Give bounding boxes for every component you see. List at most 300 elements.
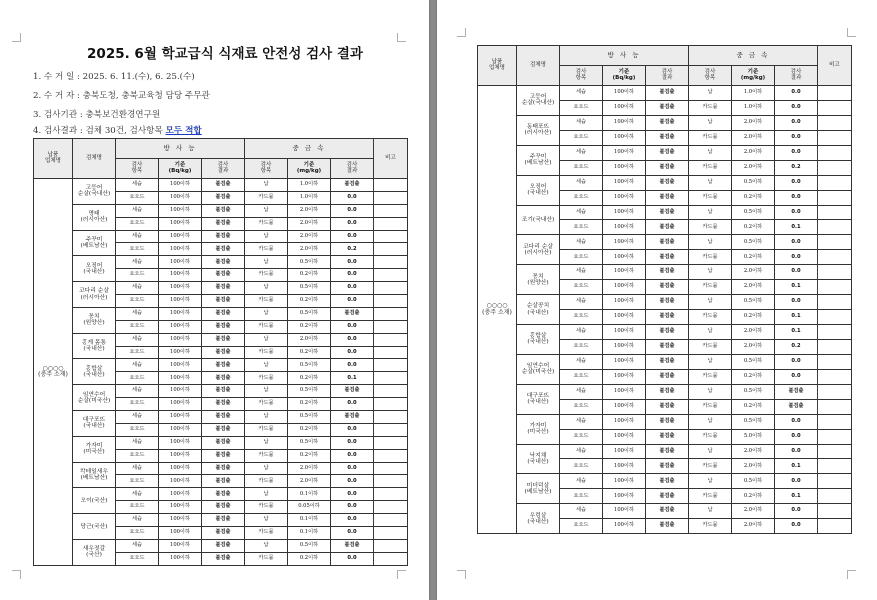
info-label: 3. 검사기관 : xyxy=(33,110,86,120)
sample-name-cell: 고등어 순살(국내산) xyxy=(73,179,116,205)
table-row xyxy=(478,86,852,101)
table-row xyxy=(34,282,408,295)
note-cell xyxy=(374,282,408,295)
rad-standard-cell: 100이하 xyxy=(159,179,202,192)
metal-result-cell: 0.0 xyxy=(331,514,374,527)
rad-standard-cell: 100이하 xyxy=(159,436,202,449)
rad-result-cell: 불검출 xyxy=(646,86,689,101)
metal-item-cell: 카드뮴 xyxy=(245,295,288,308)
metal-standard-cell: 0.2이하 xyxy=(288,552,331,565)
metal-item-cell: 카드뮴 xyxy=(689,519,732,534)
table-row xyxy=(34,256,408,269)
note-cell xyxy=(818,145,852,160)
info-label: 1. 수 거 일 : xyxy=(33,72,83,82)
metal-result-cell: 0.0 xyxy=(331,527,374,540)
metal-item-cell: 카드뮴 xyxy=(689,250,732,265)
metal-result-cell: 0.1 xyxy=(775,325,818,340)
header-note: 비고 xyxy=(374,139,408,179)
metal-result-cell: 0.1 xyxy=(775,310,818,325)
metal-result-cell: 0.0 xyxy=(331,191,374,204)
rad-standard-cell: 100이하 xyxy=(603,160,646,175)
note-cell xyxy=(374,333,408,346)
rad-result-cell: 불검출 xyxy=(202,320,245,333)
note-cell xyxy=(374,423,408,436)
rad-item-cell: 세슘 xyxy=(116,436,159,449)
header-metal-result: 검사 결과 xyxy=(775,66,818,86)
sample-name-cell: 대구포뜨 (국내산) xyxy=(517,384,560,414)
rad-item-cell: 요오드 xyxy=(116,449,159,462)
metal-item-cell: 납 xyxy=(689,444,732,459)
metal-item-cell: 카드뮴 xyxy=(245,320,288,333)
metal-standard-cell: 0.5이하 xyxy=(732,474,775,489)
rad-standard-cell: 100이하 xyxy=(159,230,202,243)
metal-standard-cell: 0.5이하 xyxy=(732,175,775,190)
table-row xyxy=(34,514,408,527)
metal-item-cell: 납 xyxy=(689,354,732,369)
metal-standard-cell: 2.0이하 xyxy=(732,265,775,280)
rad-item-cell: 세슘 xyxy=(560,504,603,519)
table-row xyxy=(34,179,408,192)
rad-item-cell: 세슘 xyxy=(116,282,159,295)
metal-item-cell: 카드뮴 xyxy=(689,310,732,325)
rad-result-cell: 불검출 xyxy=(202,359,245,372)
metal-standard-cell: 1.0이하 xyxy=(288,191,331,204)
metal-item-cell: 납 xyxy=(245,282,288,295)
rad-standard-cell: 100이하 xyxy=(603,205,646,220)
metal-result-cell: 0.0 xyxy=(775,86,818,101)
metal-item-cell: 납 xyxy=(689,384,732,399)
rad-item-cell: 세슘 xyxy=(560,444,603,459)
metal-result-cell: 0.0 xyxy=(331,269,374,282)
rad-result-cell: 불검출 xyxy=(646,504,689,519)
note-cell xyxy=(818,399,852,414)
rad-result-cell: 불검출 xyxy=(646,295,689,310)
rad-item-cell: 세슘 xyxy=(560,384,603,399)
note-cell xyxy=(818,354,852,369)
metal-result-cell: 0.1 xyxy=(775,280,818,295)
rad-result-cell: 불검출 xyxy=(202,527,245,540)
metal-item-cell: 납 xyxy=(245,436,288,449)
rad-result-cell: 불검출 xyxy=(646,310,689,325)
table-row xyxy=(478,115,852,130)
rad-item-cell: 세슘 xyxy=(116,462,159,475)
rad-standard-cell: 100이하 xyxy=(603,414,646,429)
note-cell xyxy=(374,501,408,514)
table-row xyxy=(34,307,408,320)
metal-result-cell: 0.0 xyxy=(331,346,374,359)
table-row xyxy=(478,444,852,459)
metal-result-cell: 0.0 xyxy=(775,414,818,429)
rad-item-cell: 세슘 xyxy=(116,307,159,320)
rad-result-cell: 불검출 xyxy=(202,514,245,527)
rad-item-cell: 세슘 xyxy=(560,325,603,340)
metal-result-cell: 불검출 xyxy=(331,179,374,192)
metal-item-cell: 카드뮴 xyxy=(689,130,732,145)
metal-item-cell: 납 xyxy=(689,235,732,250)
metal-item-cell: 납 xyxy=(689,414,732,429)
rad-standard-cell: 100이하 xyxy=(603,100,646,115)
rad-standard-cell: 100이하 xyxy=(159,359,202,372)
header-metal-standard: 기준 (mg/kg) xyxy=(732,66,775,86)
metal-item-cell: 카드뮴 xyxy=(689,339,732,354)
metal-item-cell: 카드뮴 xyxy=(245,527,288,540)
metal-standard-cell: 5.0이하 xyxy=(732,429,775,444)
metal-item-cell: 납 xyxy=(245,256,288,269)
rad-result-cell: 불검출 xyxy=(646,474,689,489)
rad-standard-cell: 100이하 xyxy=(159,269,202,282)
rad-result-cell: 불검출 xyxy=(646,130,689,145)
note-cell xyxy=(818,474,852,489)
metal-item-cell: 납 xyxy=(689,295,732,310)
metal-result-cell: 0.0 xyxy=(775,130,818,145)
rad-standard-cell: 100이하 xyxy=(159,282,202,295)
metal-item-cell: 납 xyxy=(245,204,288,217)
metal-result-cell: 0.0 xyxy=(775,265,818,280)
sample-name-cell: 주꾸미 (베트남산) xyxy=(517,145,560,175)
metal-item-cell: 납 xyxy=(245,307,288,320)
rad-item-cell: 세슘 xyxy=(560,295,603,310)
metal-item-cell: 납 xyxy=(689,205,732,220)
sample-name-cell: 꽁치 (원양산) xyxy=(517,265,560,295)
note-cell xyxy=(374,436,408,449)
rad-result-cell: 불검출 xyxy=(202,385,245,398)
rad-standard-cell: 100이하 xyxy=(603,369,646,384)
rad-item-cell: 세슘 xyxy=(116,539,159,552)
rad-result-cell: 불검출 xyxy=(202,501,245,514)
metal-standard-cell: 2.0이하 xyxy=(732,519,775,534)
sample-name-cell: 순살꽁치 (국내산) xyxy=(517,295,560,325)
rad-result-cell: 불검출 xyxy=(646,444,689,459)
rad-item-cell: 세슘 xyxy=(116,359,159,372)
rad-standard-cell: 100이하 xyxy=(159,385,202,398)
metal-item-cell: 납 xyxy=(245,359,288,372)
rad-item-cell: 세슘 xyxy=(116,256,159,269)
metal-result-cell: 0.0 xyxy=(331,501,374,514)
document-page-2 xyxy=(437,0,877,600)
rad-result-cell: 불검출 xyxy=(646,399,689,414)
note-cell xyxy=(818,220,852,235)
header-rad-standard: 기준 (Bq/kg) xyxy=(159,159,202,179)
rad-standard-cell: 100이하 xyxy=(159,411,202,424)
metal-standard-cell: 1.0이하 xyxy=(732,100,775,115)
rad-result-cell: 불검출 xyxy=(202,462,245,475)
metal-result-cell: 0.0 xyxy=(775,369,818,384)
note-cell xyxy=(374,514,408,527)
note-cell xyxy=(818,459,852,474)
sample-name-cell: 꽁치 (원양산) xyxy=(73,307,116,333)
note-cell xyxy=(818,115,852,130)
metal-standard-cell: 0.5이하 xyxy=(288,385,331,398)
metal-standard-cell: 0.5이하 xyxy=(732,414,775,429)
rad-result-cell: 불검출 xyxy=(202,436,245,449)
metal-standard-cell: 0.5이하 xyxy=(288,539,331,552)
header-metal-standard: 기준 (mg/kg) xyxy=(288,159,331,179)
rad-result-cell: 불검출 xyxy=(202,488,245,501)
rad-item-cell: 요오드 xyxy=(560,429,603,444)
note-cell xyxy=(818,100,852,115)
note-cell xyxy=(818,339,852,354)
rad-result-cell: 불검출 xyxy=(646,220,689,235)
info-label: 2. 수 거 자 : xyxy=(33,91,83,101)
rad-item-cell: 세슘 xyxy=(116,385,159,398)
metal-result-cell: 0.0 xyxy=(331,230,374,243)
metal-standard-cell: 0.5이하 xyxy=(288,359,331,372)
metal-item-cell: 납 xyxy=(245,411,288,424)
metal-standard-cell: 0.1이하 xyxy=(288,514,331,527)
crop-mark xyxy=(847,28,856,37)
metal-result-cell: 0.0 xyxy=(331,488,374,501)
rad-standard-cell: 100이하 xyxy=(159,462,202,475)
metal-standard-cell: 2.0이하 xyxy=(732,145,775,160)
rad-item-cell: 요오드 xyxy=(560,489,603,504)
metal-result-cell: 0.0 xyxy=(331,282,374,295)
metal-standard-cell: 2.0이하 xyxy=(732,325,775,340)
metal-standard-cell: 0.05이하 xyxy=(288,501,331,514)
rad-standard-cell: 100이하 xyxy=(603,399,646,414)
rad-result-cell: 불검출 xyxy=(646,145,689,160)
info-value: 충북보건환경연구원 xyxy=(85,110,161,120)
metal-result-cell: 0.0 xyxy=(331,552,374,565)
metal-result-cell: 0.0 xyxy=(775,250,818,265)
rad-item-cell: 세슘 xyxy=(560,205,603,220)
sample-name-cell: 홍합살 (국내산) xyxy=(517,325,560,355)
note-cell xyxy=(374,269,408,282)
rad-result-cell: 불검출 xyxy=(646,354,689,369)
info-line-lab xyxy=(33,108,413,120)
rad-item-cell: 세슘 xyxy=(560,414,603,429)
note-cell xyxy=(818,280,852,295)
metal-standard-cell: 0.5이하 xyxy=(288,256,331,269)
rad-item-cell: 세슘 xyxy=(560,86,603,101)
rad-standard-cell: 100이하 xyxy=(159,514,202,527)
metal-standard-cell: 0.2이하 xyxy=(288,320,331,333)
metal-standard-cell: 0.2이하 xyxy=(732,399,775,414)
rad-result-cell: 불검출 xyxy=(202,475,245,488)
metal-result-cell: 0.0 xyxy=(775,190,818,205)
table-row xyxy=(34,488,408,501)
rad-item-cell: 요오드 xyxy=(116,423,159,436)
rad-item-cell: 요오드 xyxy=(560,459,603,474)
sample-name-cell: 홍합살 (국내산) xyxy=(73,359,116,385)
note-cell xyxy=(374,462,408,475)
rad-standard-cell: 100이하 xyxy=(603,459,646,474)
rad-item-cell: 요오드 xyxy=(560,160,603,175)
rad-item-cell: 세슘 xyxy=(560,175,603,190)
rad-result-cell: 불검출 xyxy=(202,230,245,243)
rad-item-cell: 세슘 xyxy=(560,235,603,250)
metal-result-cell: 0.0 xyxy=(775,504,818,519)
rad-result-cell: 불검출 xyxy=(202,539,245,552)
metal-item-cell: 카드뮴 xyxy=(689,489,732,504)
note-cell xyxy=(818,384,852,399)
rad-result-cell: 불검출 xyxy=(202,552,245,565)
metal-standard-cell: 1.0이하 xyxy=(732,86,775,101)
rad-result-cell: 불검출 xyxy=(202,217,245,230)
sample-name-cell: 낙지채 (국내산) xyxy=(517,444,560,474)
rad-standard-cell: 100이하 xyxy=(603,429,646,444)
rad-standard-cell: 100이하 xyxy=(603,519,646,534)
metal-result-cell: 0.0 xyxy=(775,205,818,220)
header-heavy-metal: 중 금 속 xyxy=(689,46,818,66)
rad-standard-cell: 100이하 xyxy=(159,243,202,256)
rad-item-cell: 세슘 xyxy=(560,474,603,489)
metal-result-cell: 0.1 xyxy=(331,372,374,385)
rad-standard-cell: 100이하 xyxy=(159,475,202,488)
metal-standard-cell: 0.5이하 xyxy=(732,384,775,399)
note-cell xyxy=(374,411,408,424)
metal-result-cell: 0.1 xyxy=(775,489,818,504)
metal-standard-cell: 0.5이하 xyxy=(288,307,331,320)
rad-item-cell: 요오드 xyxy=(560,190,603,205)
rad-result-cell: 불검출 xyxy=(646,235,689,250)
table-row xyxy=(34,436,408,449)
sample-name-cell: 주꾸미 (베트남산) xyxy=(73,230,116,256)
metal-result-cell: 0.0 xyxy=(775,100,818,115)
metal-result-cell: 0.0 xyxy=(331,436,374,449)
info-value: 검체 30건, 검사항목 xyxy=(85,126,166,136)
rad-result-cell: 불검출 xyxy=(202,282,245,295)
crop-mark xyxy=(847,570,856,579)
header-rad-item: 검사 항목 xyxy=(560,66,603,86)
metal-result-cell: 0.1 xyxy=(775,459,818,474)
sample-name-cell: 미더덕살 (베트남산) xyxy=(517,474,560,504)
metal-standard-cell: 0.2이하 xyxy=(288,269,331,282)
note-cell xyxy=(374,307,408,320)
rad-item-cell: 세슘 xyxy=(116,230,159,243)
rad-result-cell: 불검출 xyxy=(646,384,689,399)
rad-item-cell: 요오드 xyxy=(116,398,159,411)
sample-name-cell: 명태 (러시아산) xyxy=(73,204,116,230)
rad-standard-cell: 100이하 xyxy=(159,217,202,230)
header-rad-item: 검사 항목 xyxy=(116,159,159,179)
metal-standard-cell: 1.0이하 xyxy=(288,179,331,192)
metal-item-cell: 카드뮴 xyxy=(245,501,288,514)
rad-standard-cell: 100이하 xyxy=(159,204,202,217)
info-value: 2025. 6. 11.(수), 6. 25.(수) xyxy=(82,72,195,82)
rad-item-cell: 요오드 xyxy=(560,310,603,325)
rad-standard-cell: 100이하 xyxy=(603,310,646,325)
note-cell xyxy=(818,295,852,310)
metal-item-cell: 카드뮴 xyxy=(245,423,288,436)
note-cell xyxy=(374,179,408,192)
metal-result-cell: 0.0 xyxy=(331,475,374,488)
results-table-page-1 xyxy=(33,138,408,566)
rad-standard-cell: 100이하 xyxy=(159,527,202,540)
sample-name-cell: 임연수어 순살(미국산) xyxy=(517,354,560,384)
metal-standard-cell: 0.2이하 xyxy=(288,398,331,411)
header-radiation: 방 사 능 xyxy=(560,46,689,66)
metal-item-cell: 카드뮴 xyxy=(689,369,732,384)
rad-item-cell: 요오드 xyxy=(560,130,603,145)
table-row xyxy=(478,295,852,310)
metal-standard-cell: 2.0이하 xyxy=(732,339,775,354)
rad-result-cell: 불검출 xyxy=(202,256,245,269)
metal-standard-cell: 2.0이하 xyxy=(288,333,331,346)
metal-result-cell: 0.0 xyxy=(331,204,374,217)
metal-standard-cell: 2.0이하 xyxy=(288,230,331,243)
metal-standard-cell: 2.0이하 xyxy=(288,204,331,217)
metal-standard-cell: 2.0이하 xyxy=(732,444,775,459)
rad-standard-cell: 100이하 xyxy=(603,325,646,340)
rad-item-cell: 요오드 xyxy=(116,269,159,282)
rad-result-cell: 불검출 xyxy=(646,369,689,384)
metal-result-cell: 불검출 xyxy=(775,384,818,399)
metal-item-cell: 카드뮴 xyxy=(245,269,288,282)
note-cell xyxy=(818,444,852,459)
header-sample: 검체명 xyxy=(517,46,560,86)
rad-item-cell: 세슘 xyxy=(116,514,159,527)
note-cell xyxy=(374,359,408,372)
metal-item-cell: 카드뮴 xyxy=(689,429,732,444)
metal-standard-cell: 0.2이하 xyxy=(732,310,775,325)
rad-standard-cell: 100이하 xyxy=(603,130,646,145)
metal-standard-cell: 2.0이하 xyxy=(732,280,775,295)
header-rad-result: 검사 결과 xyxy=(646,66,689,86)
metal-standard-cell: 0.2이하 xyxy=(732,489,775,504)
rad-standard-cell: 100이하 xyxy=(159,539,202,552)
rad-standard-cell: 100이하 xyxy=(159,191,202,204)
rad-standard-cell: 100이하 xyxy=(603,474,646,489)
note-cell xyxy=(374,243,408,256)
sample-name-cell: 코다리 순살 (러시아산) xyxy=(73,282,116,308)
metal-result-cell: 불검출 xyxy=(331,411,374,424)
metal-result-cell: 불검출 xyxy=(775,399,818,414)
rad-result-cell: 불검출 xyxy=(202,423,245,436)
rad-standard-cell: 100이하 xyxy=(159,398,202,411)
metal-result-cell: 0.0 xyxy=(331,398,374,411)
note-cell xyxy=(818,325,852,340)
rad-result-cell: 불검출 xyxy=(202,449,245,462)
document-page-1 xyxy=(0,0,429,600)
metal-result-cell: 0.0 xyxy=(331,217,374,230)
rad-item-cell: 세슘 xyxy=(116,179,159,192)
metal-result-cell: 0.0 xyxy=(775,115,818,130)
header-metal-item: 검사 항목 xyxy=(689,66,732,86)
metal-result-cell: 불검출 xyxy=(331,539,374,552)
metal-item-cell: 카드뮴 xyxy=(689,160,732,175)
metal-standard-cell: 2.0이하 xyxy=(732,160,775,175)
note-cell xyxy=(374,346,408,359)
sample-name-cell: 오징어 (국내산) xyxy=(517,175,560,205)
header-rad-result: 검사 결과 xyxy=(202,159,245,179)
metal-item-cell: 카드뮴 xyxy=(245,475,288,488)
metal-item-cell: 카드뮴 xyxy=(245,243,288,256)
note-cell xyxy=(818,265,852,280)
metal-item-cell: 납 xyxy=(689,175,732,190)
rad-item-cell: 요오드 xyxy=(116,295,159,308)
metal-standard-cell: 2.0이하 xyxy=(732,115,775,130)
rad-result-cell: 불검출 xyxy=(646,190,689,205)
table-row xyxy=(34,359,408,372)
rad-standard-cell: 100이하 xyxy=(159,346,202,359)
table-row xyxy=(34,385,408,398)
metal-standard-cell: 0.2이하 xyxy=(732,250,775,265)
metal-item-cell: 납 xyxy=(245,514,288,527)
metal-item-cell: 카드뮴 xyxy=(689,459,732,474)
metal-standard-cell: 0.2이하 xyxy=(288,423,331,436)
rad-result-cell: 불검출 xyxy=(646,489,689,504)
sample-name-cell: 당근(국산) xyxy=(73,514,116,540)
crop-mark xyxy=(12,570,21,579)
note-cell xyxy=(374,217,408,230)
metal-result-cell: 0.0 xyxy=(331,320,374,333)
rad-standard-cell: 100이하 xyxy=(159,333,202,346)
metal-standard-cell: 0.5이하 xyxy=(732,354,775,369)
rad-standard-cell: 100이하 xyxy=(603,280,646,295)
rad-standard-cell: 100이하 xyxy=(603,235,646,250)
rad-result-cell: 불검출 xyxy=(646,250,689,265)
note-cell xyxy=(818,414,852,429)
